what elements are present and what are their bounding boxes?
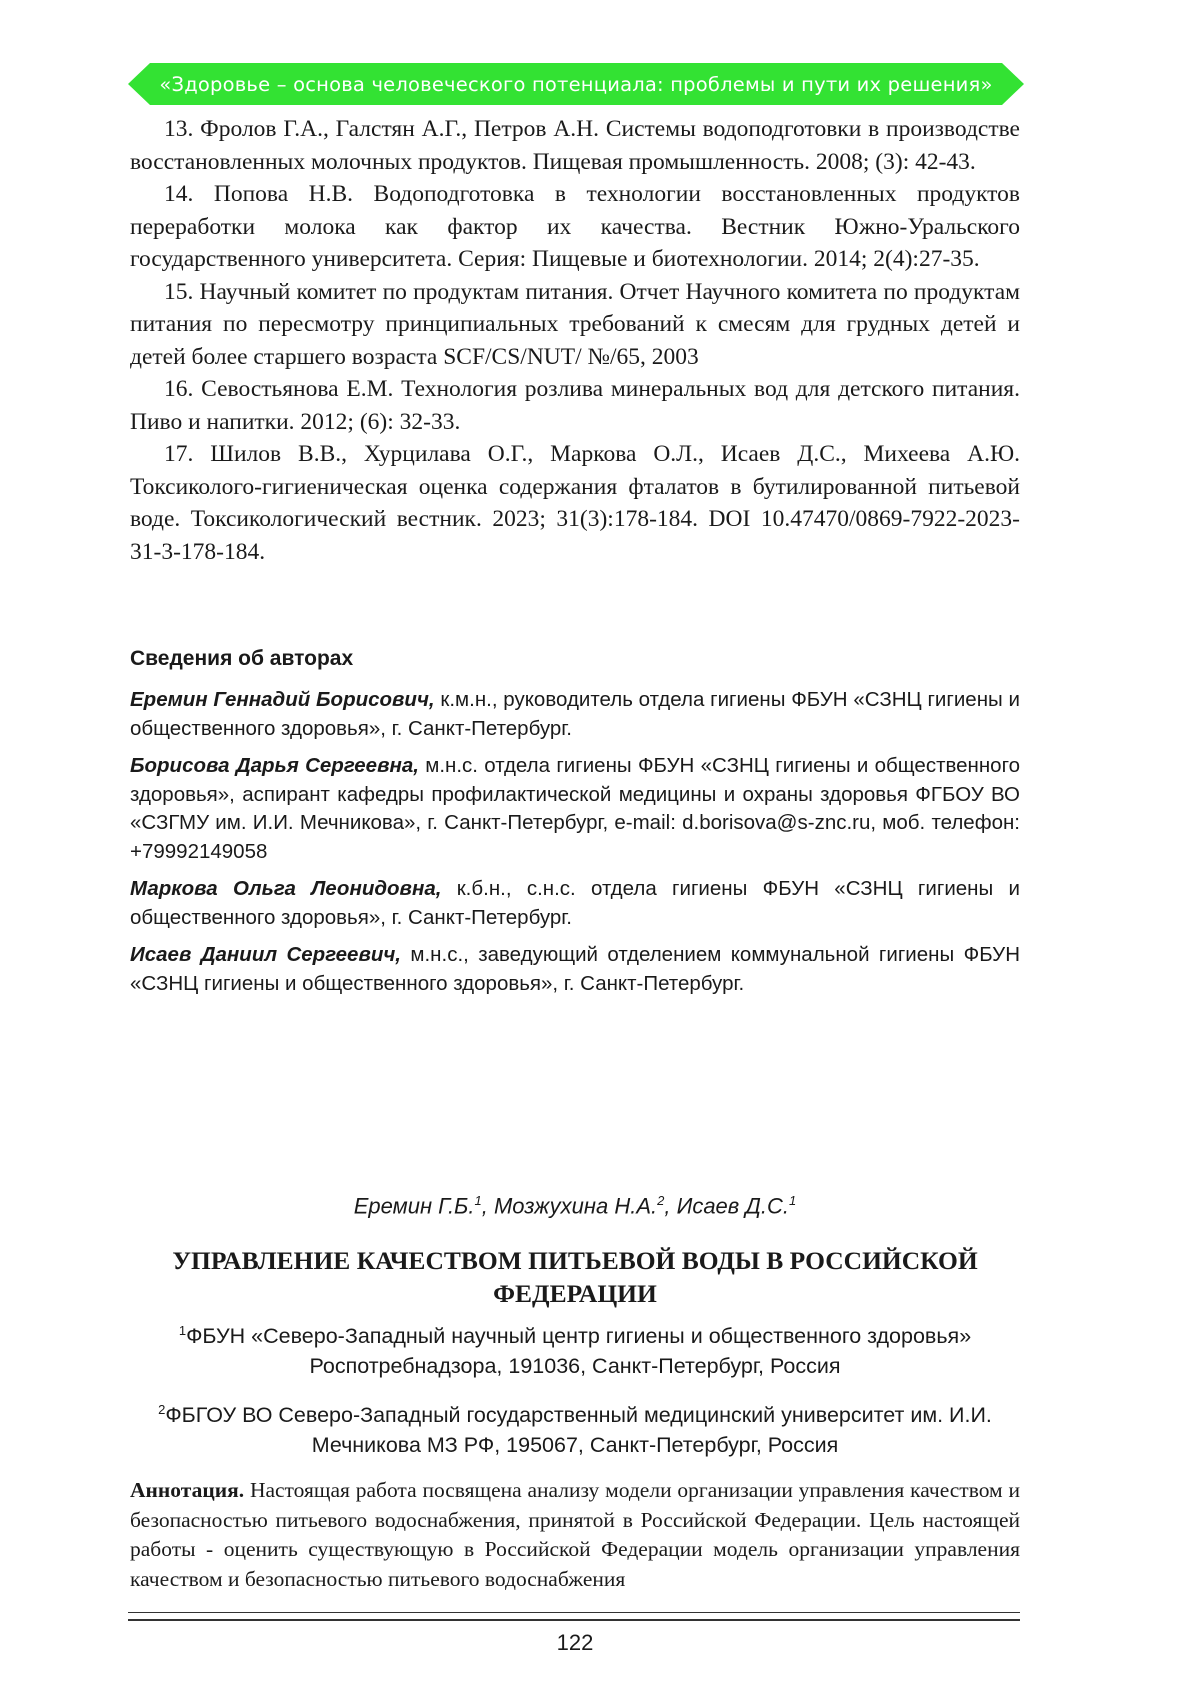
article-author: , Исаев Д.С. — [664, 1193, 789, 1218]
abstract — [130, 1476, 1020, 1594]
affiliation-superscript: 1 — [475, 1193, 482, 1208]
affiliation-mark: 1 — [179, 1323, 186, 1338]
reference-13: 13. Фролов Г.А., Галстян А.Г., Петров А.Н. Системы водоподготовки в производстве восстановленных молочных продуктов. Пищевая промышленность. 2008; (3): 42-43. — [130, 113, 1020, 178]
footer-rule — [128, 1619, 1020, 1621]
authors-section-title: Сведения об авторах — [130, 647, 353, 671]
affiliation-1 — [130, 1316, 1020, 1381]
article-authors — [130, 1193, 1020, 1219]
author-entry — [130, 686, 1020, 743]
author-name: Еремин Геннадий Борисович, — [130, 688, 435, 711]
affiliation-2 — [130, 1395, 1020, 1460]
author-details: к.м.н., руководитель отдела гигиены ФБУН «СЗНЦ гигиены и общественного здоровья», г. Санкт-Петербург. — [130, 688, 1020, 740]
author-name: Борисова Дарья Сергеевна, — [130, 754, 419, 777]
authors-list — [130, 686, 1020, 1007]
author-details: м.н.с., заведующий отделением коммунальной гигиены ФБУН «СЗНЦ гигиены и общественного здоровья», г. Санкт-Петербург. — [130, 943, 1020, 995]
author-entry — [130, 875, 1020, 932]
page-number: 122 — [0, 1630, 1150, 1656]
reference-14: 14. Попова Н.В. Водоподготовка в технологии восстановленных продуктов переработки молока как фактор их качества. Вестник Южно-Уральского государственного университета. Серия: Пищевые и биотехнологии. 2014; 2(4):27-35. — [130, 178, 1020, 276]
banner-text: «Здоровье – основа человеческого потенциала: проблемы и пути их решения» — [159, 73, 992, 96]
author-name: Маркова Ольга Леонидовна, — [130, 877, 441, 900]
author-details: м.н.с. отдела гигиены ФБУН «СЗНЦ гигиены и общественного здоровья», аспирант кафедры профилактической медицины и охраны здоровья ФГБОУ ВО «СЗГМУ им. И.И. Мечникова», г. Санкт-Петербург, e-mail: d.borisova@s-znc.ru, моб. телефон: +79992149058 — [130, 754, 1020, 863]
affiliation-superscript: 2 — [657, 1193, 664, 1208]
affiliation-text: ФБГОУ ВО Северо-Западный государственный медицинский университет им. И.И. Мечникова МЗ РФ, 195067, Санкт-Петербург, Россия — [165, 1403, 992, 1457]
affiliation-mark: 2 — [158, 1402, 165, 1417]
author-entry — [130, 752, 1020, 866]
affiliation-superscript: 1 — [789, 1193, 796, 1208]
footer-rule — [128, 1612, 1020, 1613]
article-author: Еремин Г.Б. — [354, 1193, 475, 1218]
references-list — [130, 113, 1020, 568]
reference-16: 16. Севостьянова Е.М. Технология розлива минеральных вод для детского питания. Пиво и напитки. 2012; (6): 32-33. — [130, 373, 1020, 438]
reference-15: 15. Научный комитет по продуктам питания. Отчет Научного комитета по продуктам питания по пересмотру принципиальных требований к смесям для грудных детей и детей более старшего возраста SCF/CS/NUT/ №/65, 2003 — [130, 276, 1020, 374]
affiliation-text: ФБУН «Северо-Западный научный центр гигиены и общественного здоровья» Роспотребнадзора, 191036, Санкт-Петербург, Россия — [186, 1324, 971, 1378]
abstract-label: Аннотация. — [130, 1478, 244, 1502]
abstract-text: Настоящая работа посвящена анализу модели организации управления качеством и безопасностью питьевого водоснабжения, принятой в Российской Федерации. Цель настоящей работы - оценить существующую в Российской Федерации модель организации управления качеством и безопасностью питьевого водоснабжения — [130, 1478, 1020, 1591]
article-title: УПРАВЛЕНИЕ КАЧЕСТВОМ ПИТЬЕВОЙ ВОДЫ В РОССИЙСКОЙ ФЕДЕРАЦИИ — [130, 1244, 1020, 1310]
article-author: , Мозжухина Н.А. — [482, 1193, 657, 1218]
author-name: Исаев Даниил Сергеевич, — [130, 943, 401, 966]
author-details: к.б.н., с.н.с. отдела гигиены ФБУН «СЗНЦ гигиены и общественного здоровья», г. Санкт-Петербург. — [130, 877, 1020, 929]
reference-17: 17. Шилов В.В., Хурцилава О.Г., Маркова О.Л., Исаев Д.С., Михеева А.Ю. Токсиколого-гигиеническая оценка содержания фталатов в бутилированной питьевой воде. Токсикологический вестник. 2023; 31(3):178-184. DOI 10.47470/0869-7922-2023-31-3-178-184. — [130, 438, 1020, 568]
author-entry — [130, 941, 1020, 998]
journal-banner — [128, 63, 1024, 105]
